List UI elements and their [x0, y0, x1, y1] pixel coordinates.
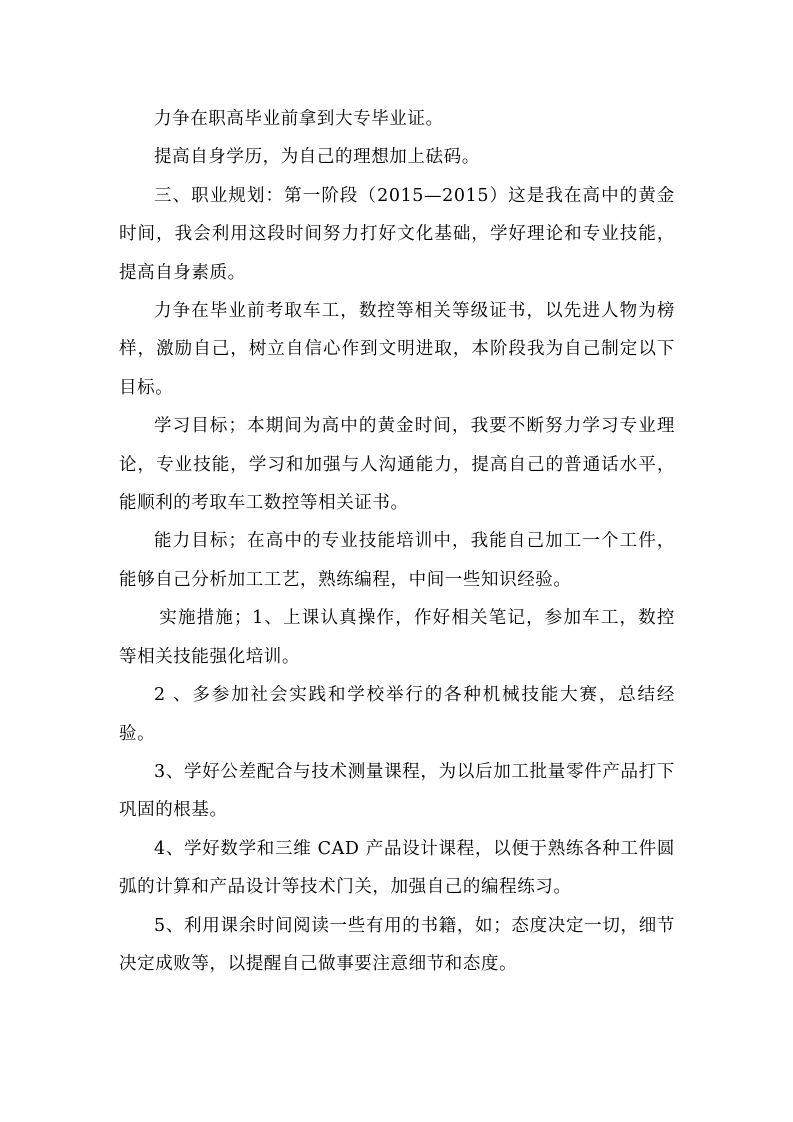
paragraph-measure-3: 3、学好公差配合与技术测量课程，为以后加工批量零件产品打下巩固的根基。 [119, 761, 675, 821]
paragraph-measure-4: 4、学好数学和三维 CAD 产品设计课程，以便于熟练各种工件圆弧的计算和产品设计等技术门关，加强自己的编程练习。 [119, 838, 675, 898]
paragraph-measure-5: 5、利用课余时间阅读一些有用的书籍，如；态度决定一切，细节决定成败等，以提醒自己做事要注意细节和态度。 [119, 915, 675, 974]
paragraph-degree-goal: 力争在职高毕业前拿到大专毕业证。 [154, 109, 444, 129]
document-body [119, 100, 675, 983]
paragraph-education: 提高自身学历，为自己的理想加上砝码。 [154, 147, 480, 168]
paragraph-ability-goal: 能力目标；在高中的专业技能培训中，我能自己加工一个工件，能够自己分析加工工艺，熟练编程，中间一些知识经验。 [119, 531, 675, 590]
paragraph-study-goal: 学习目标；本期间为高中的黄金时间，我要不断努力学习专业理论，专业技能，学习和加强与人沟通能力，提高自己的普通话水平，能顺利的考取车工数控等相关证书。 [119, 416, 675, 514]
paragraph-measure-2: 2 、多参加社会实践和学校举行的各种机械技能大赛，总结经验。 [119, 685, 675, 744]
paragraph-career-plan: 三、职业规划：第一阶段（2015—2015）这是我在高中的黄金时间，我会利用这段时间努力打好文化基础，学好理论和专业技能，提高自身素质。 [119, 185, 675, 283]
paragraph-certificates: 力争在毕业前考取车工，数控等相关等级证书，以先进人物为榜样，激励自己，树立自信心作到文明进取，本阶段我为自己制定以下目标。 [119, 301, 675, 398]
paragraph-measures: 实施措施；1、上课认真操作，作好相关笔记，参加车工，数控等相关技能强化培训。 [119, 608, 675, 667]
